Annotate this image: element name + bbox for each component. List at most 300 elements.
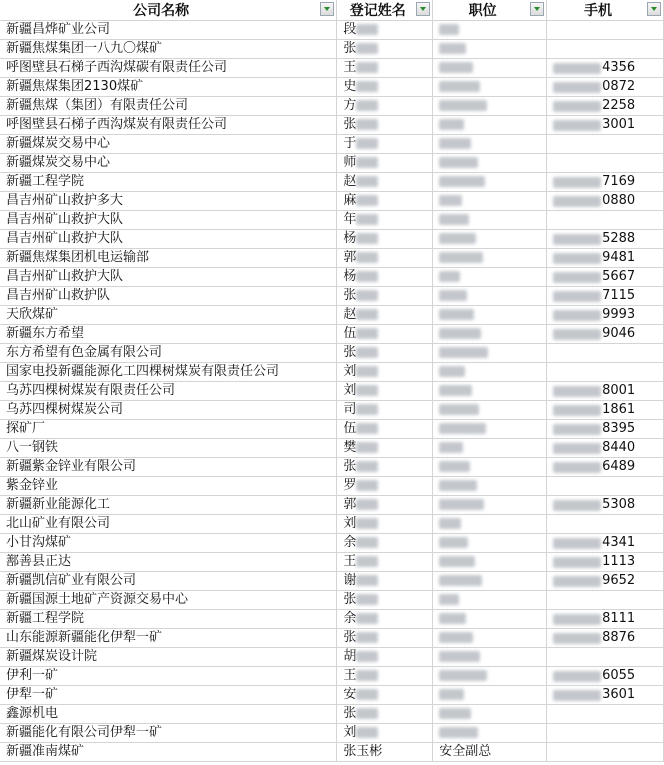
- phone-number: [553, 667, 663, 685]
- surname: 安: [343, 687, 357, 702]
- redacted-position: [439, 214, 469, 225]
- surname: 张: [343, 345, 357, 360]
- redacted-phone-prefix: [553, 557, 601, 568]
- table-row: [0, 211, 664, 230]
- phone-cell[interactable]: [547, 363, 664, 382]
- phone-tail: 9652: [602, 573, 636, 588]
- phone-cell[interactable]: [547, 40, 664, 59]
- company-cell[interactable]: 新疆煤炭交易中心: [0, 135, 337, 154]
- position-cell[interactable]: [433, 192, 547, 211]
- redacted-name: [356, 290, 378, 301]
- surname: 张: [343, 288, 357, 303]
- phone-cell[interactable]: [547, 591, 664, 610]
- company-cell[interactable]: 昌吉州矿山救护队: [0, 287, 337, 306]
- table-row: [0, 629, 664, 648]
- name-cell[interactable]: [337, 21, 433, 40]
- name-cell[interactable]: [337, 477, 433, 496]
- phone-cell[interactable]: [547, 477, 664, 496]
- name-cell[interactable]: [337, 268, 433, 287]
- phone-number: [553, 192, 663, 210]
- surname: 樊: [343, 440, 357, 455]
- redacted-name: [356, 670, 378, 681]
- name-cell[interactable]: [337, 230, 433, 249]
- phone-cell[interactable]: [547, 211, 664, 230]
- position-cell[interactable]: [433, 629, 547, 648]
- name-cell[interactable]: [337, 363, 433, 382]
- phone-cell[interactable]: [547, 648, 664, 667]
- phone-cell[interactable]: [547, 686, 664, 705]
- redacted-phone-prefix: [553, 120, 601, 131]
- position-cell[interactable]: [433, 572, 547, 591]
- redacted-position: [439, 309, 474, 320]
- redacted-position: [439, 632, 473, 643]
- redacted-phone-prefix: [553, 310, 601, 321]
- name-cell[interactable]: [337, 97, 433, 116]
- phone-cell[interactable]: [547, 629, 664, 648]
- surname: 余: [343, 611, 357, 626]
- surname: 张玉彬: [343, 744, 383, 759]
- company-cell[interactable]: 新疆焦煤集团机电运输部: [0, 249, 337, 268]
- phone-cell[interactable]: [547, 572, 664, 591]
- position-cell[interactable]: [433, 249, 547, 268]
- redacted-position: [439, 670, 487, 681]
- redacted-phone-prefix: [553, 671, 601, 682]
- redacted-phone-prefix: [553, 234, 601, 245]
- phone-cell[interactable]: [547, 553, 664, 572]
- position-cell[interactable]: [433, 211, 547, 230]
- company-cell[interactable]: 伊犁一矿: [0, 686, 337, 705]
- phone-number: [553, 458, 663, 476]
- table-row: [0, 420, 664, 439]
- phone-tail: 2258: [602, 98, 636, 113]
- phone-number: [553, 439, 663, 457]
- company-cell[interactable]: 呼图壁县石梯子西沟煤碳有限责任公司: [0, 59, 337, 78]
- position-cell[interactable]: [433, 591, 547, 610]
- redacted-position: [439, 556, 475, 567]
- company-cell[interactable]: 小甘沟煤矿: [0, 534, 337, 553]
- company-cell[interactable]: 新疆工程学院: [0, 610, 337, 629]
- phone-cell[interactable]: [547, 382, 664, 401]
- phone-cell[interactable]: [547, 192, 664, 211]
- header-position[interactable]: [433, 0, 547, 21]
- redacted-name: [356, 404, 378, 415]
- position-cell[interactable]: [433, 401, 547, 420]
- header-position-label: 职位: [468, 3, 497, 19]
- name-cell[interactable]: [337, 743, 433, 762]
- phone-number: [553, 401, 663, 419]
- company-cell[interactable]: 新疆准南煤矿: [0, 743, 337, 762]
- redacted-position: [439, 81, 480, 92]
- phone-tail: 1113: [602, 554, 636, 569]
- phone-cell[interactable]: [547, 344, 664, 363]
- name-cell[interactable]: [337, 667, 433, 686]
- phone-cell[interactable]: [547, 59, 664, 78]
- surname: 刘: [343, 725, 357, 740]
- name-cell[interactable]: [337, 458, 433, 477]
- phone-number: [553, 629, 663, 647]
- redacted-position: [439, 651, 480, 662]
- name-cell[interactable]: [337, 420, 433, 439]
- position-cell[interactable]: [433, 287, 547, 306]
- redacted-phone-prefix: [553, 500, 601, 511]
- position-cell[interactable]: [433, 230, 547, 249]
- redacted-name: [356, 366, 378, 377]
- company-cell[interactable]: 新疆东方希望: [0, 325, 337, 344]
- position-cell[interactable]: [433, 648, 547, 667]
- name-cell[interactable]: [337, 249, 433, 268]
- name-cell[interactable]: [337, 382, 433, 401]
- position-cell[interactable]: [433, 439, 547, 458]
- phone-number: [553, 306, 663, 324]
- phone-number: [553, 287, 663, 305]
- position-cell[interactable]: [433, 686, 547, 705]
- name-cell[interactable]: [337, 59, 433, 78]
- name-cell[interactable]: [337, 325, 433, 344]
- redacted-name: [356, 195, 378, 206]
- phone-cell[interactable]: [547, 325, 664, 344]
- phone-tail: 9481: [602, 250, 636, 265]
- table-row: [0, 173, 664, 192]
- position-cell[interactable]: [433, 135, 547, 154]
- phone-cell[interactable]: [547, 534, 664, 553]
- company-cell[interactable]: 八一钢铁: [0, 439, 337, 458]
- name-cell[interactable]: [337, 686, 433, 705]
- phone-tail: 8111: [602, 611, 636, 626]
- phone-cell[interactable]: [547, 439, 664, 458]
- name-cell[interactable]: [337, 534, 433, 553]
- redacted-phone-prefix: [553, 63, 601, 74]
- redacted-name: [356, 328, 378, 339]
- redacted-phone-prefix: [553, 538, 601, 549]
- name-cell[interactable]: [337, 629, 433, 648]
- name-cell[interactable]: [337, 572, 433, 591]
- surname: 王: [343, 554, 357, 569]
- redacted-name: [356, 537, 378, 548]
- redacted-phone-prefix: [553, 633, 601, 644]
- redacted-name: [356, 613, 378, 624]
- name-cell[interactable]: [337, 135, 433, 154]
- company-cell[interactable]: 探矿厂: [0, 420, 337, 439]
- name-cell[interactable]: [337, 192, 433, 211]
- table-row: [0, 344, 664, 363]
- position-cell[interactable]: [433, 420, 547, 439]
- surname: 余: [343, 535, 357, 550]
- header-row: [0, 0, 664, 21]
- redacted-name: [356, 252, 378, 263]
- phone-number: [553, 173, 663, 191]
- phone-cell[interactable]: [547, 135, 664, 154]
- table-row: [0, 363, 664, 382]
- table-row: [0, 705, 664, 724]
- phone-cell[interactable]: [547, 21, 664, 40]
- company-cell[interactable]: 国家电投新疆能源化工四棵树煤炭有限责任公司: [0, 363, 337, 382]
- surname: 张: [343, 706, 357, 721]
- company-cell[interactable]: 新疆能化有限公司伊犁一矿: [0, 724, 337, 743]
- company-cell[interactable]: 呼图壁县石梯子西沟煤炭有限责任公司: [0, 116, 337, 135]
- surname: 张: [343, 592, 357, 607]
- surname: 司: [343, 402, 357, 417]
- phone-number: [553, 268, 663, 286]
- company-cell[interactable]: 昌吉州矿山救护多大: [0, 192, 337, 211]
- position-cell[interactable]: [433, 363, 547, 382]
- phone-cell[interactable]: [547, 743, 664, 762]
- company-cell[interactable]: 乌苏四棵树煤炭有限责任公司: [0, 382, 337, 401]
- phone-cell[interactable]: [547, 458, 664, 477]
- position-cell[interactable]: [433, 724, 547, 743]
- position-cell[interactable]: [433, 610, 547, 629]
- phone-tail: 8440: [602, 440, 636, 455]
- position-cell[interactable]: [433, 116, 547, 135]
- position-cell[interactable]: [433, 553, 547, 572]
- position-cell[interactable]: [433, 458, 547, 477]
- phone-cell[interactable]: [547, 173, 664, 192]
- surname: 张: [343, 630, 357, 645]
- position-cell[interactable]: [433, 477, 547, 496]
- phone-cell[interactable]: [547, 610, 664, 629]
- phone-number: [553, 78, 663, 96]
- phone-cell[interactable]: [547, 249, 664, 268]
- redacted-name: [356, 442, 378, 453]
- phone-cell[interactable]: [547, 268, 664, 287]
- company-cell[interactable]: 新疆工程学院: [0, 173, 337, 192]
- redacted-name: [356, 689, 378, 700]
- phone-tail: 7115: [602, 288, 636, 303]
- company-cell[interactable]: 紫金锌业: [0, 477, 337, 496]
- header-phone[interactable]: [547, 0, 664, 21]
- phone-number: [553, 116, 663, 134]
- filter-dropdown-icon[interactable]: [647, 2, 661, 16]
- filter-dropdown-icon[interactable]: [416, 2, 430, 16]
- header-company[interactable]: [0, 0, 337, 21]
- position-cell[interactable]: [433, 667, 547, 686]
- redacted-name: [356, 176, 378, 187]
- name-cell[interactable]: [337, 515, 433, 534]
- redacted-name: [356, 81, 378, 92]
- company-cell[interactable]: 北山矿业有限公司: [0, 515, 337, 534]
- redacted-position: [439, 176, 485, 187]
- phone-cell[interactable]: [547, 287, 664, 306]
- company-cell[interactable]: 新疆焦煤集团2130煤矿: [0, 78, 337, 97]
- phone-cell[interactable]: [547, 705, 664, 724]
- redacted-name: [356, 651, 378, 662]
- surname: 刘: [343, 383, 357, 398]
- position-cell[interactable]: [433, 97, 547, 116]
- company-cell[interactable]: 伊利一矿: [0, 667, 337, 686]
- position-cell[interactable]: [433, 154, 547, 173]
- redacted-phone-prefix: [553, 690, 601, 701]
- table-row: [0, 116, 664, 135]
- name-cell[interactable]: [337, 705, 433, 724]
- position-cell[interactable]: [433, 325, 547, 344]
- company-cell[interactable]: 新疆焦煤（集团）有限责任公司: [0, 97, 337, 116]
- redacted-phone-prefix: [553, 101, 601, 112]
- company-cell[interactable]: 新疆国源土地矿产资源交易中心: [0, 591, 337, 610]
- table-row: [0, 97, 664, 116]
- position-cell[interactable]: [433, 344, 547, 363]
- name-cell[interactable]: [337, 610, 433, 629]
- name-cell[interactable]: [337, 439, 433, 458]
- company-cell[interactable]: 新疆昌烨矿业公司: [0, 21, 337, 40]
- phone-number: [553, 496, 663, 514]
- phone-tail: 3601: [602, 687, 636, 702]
- redacted-name: [356, 24, 378, 35]
- surname: 张: [343, 459, 357, 474]
- company-cell[interactable]: 昌吉州矿山救护大队: [0, 211, 337, 230]
- table-row: [0, 249, 664, 268]
- name-cell[interactable]: [337, 724, 433, 743]
- redacted-name: [356, 157, 378, 168]
- redacted-position: [439, 195, 462, 206]
- surname: 刘: [343, 516, 357, 531]
- redacted-position: [439, 727, 478, 738]
- redacted-position: [439, 594, 459, 605]
- redacted-name: [356, 727, 378, 738]
- filter-dropdown-icon[interactable]: [320, 2, 334, 16]
- company-cell[interactable]: 新疆新业能源化工: [0, 496, 337, 515]
- name-cell[interactable]: [337, 591, 433, 610]
- table-row: [0, 553, 664, 572]
- phone-number: [553, 325, 663, 343]
- position-cell[interactable]: [433, 78, 547, 97]
- name-cell[interactable]: [337, 78, 433, 97]
- company-cell[interactable]: 鄯善县正达: [0, 553, 337, 572]
- table-row: [0, 477, 664, 496]
- redacted-position: [439, 480, 477, 491]
- phone-tail: 5288: [602, 231, 636, 246]
- table-row: [0, 268, 664, 287]
- phone-cell[interactable]: [547, 420, 664, 439]
- name-cell[interactable]: [337, 173, 433, 192]
- phone-number: [553, 572, 663, 590]
- redacted-position: [439, 423, 486, 434]
- company-cell[interactable]: 新疆紫金锌业有限公司: [0, 458, 337, 477]
- table-row: [0, 610, 664, 629]
- surname: 胡: [343, 649, 357, 664]
- phone-cell[interactable]: [547, 78, 664, 97]
- surname: 方: [343, 98, 357, 113]
- redacted-phone-prefix: [553, 177, 601, 188]
- position-cell[interactable]: [433, 705, 547, 724]
- redacted-position: [439, 404, 479, 415]
- redacted-position: [439, 100, 487, 111]
- redacted-position: [439, 575, 482, 586]
- name-cell[interactable]: [337, 401, 433, 420]
- redacted-position: [439, 138, 471, 149]
- redacted-name: [356, 423, 378, 434]
- surname: 刘: [343, 364, 357, 379]
- redacted-name: [356, 347, 378, 358]
- surname: 罗: [343, 478, 357, 493]
- phone-tail: 9046: [602, 326, 636, 341]
- name-cell[interactable]: [337, 306, 433, 325]
- phone-cell[interactable]: [547, 724, 664, 743]
- position-cell[interactable]: [433, 268, 547, 287]
- company-cell[interactable]: 乌苏四棵树煤炭公司: [0, 401, 337, 420]
- redacted-phone-prefix: [553, 253, 601, 264]
- position-cell[interactable]: [433, 306, 547, 325]
- position-cell[interactable]: [433, 382, 547, 401]
- redacted-phone-prefix: [553, 614, 601, 625]
- surname: 伍: [343, 421, 357, 436]
- redacted-name: [356, 309, 378, 320]
- name-cell[interactable]: [337, 553, 433, 572]
- position-cell[interactable]: [433, 21, 547, 40]
- redacted-phone-prefix: [553, 82, 601, 93]
- phone-cell[interactable]: [547, 116, 664, 135]
- phone-cell[interactable]: [547, 496, 664, 515]
- phone-number: [553, 534, 663, 552]
- name-cell[interactable]: [337, 40, 433, 59]
- surname: 郭: [343, 250, 357, 265]
- position-cell[interactable]: [433, 743, 547, 762]
- surname: 于: [343, 136, 357, 151]
- phone-cell[interactable]: [547, 401, 664, 420]
- position-cell[interactable]: [433, 515, 547, 534]
- phone-cell[interactable]: [547, 306, 664, 325]
- phone-cell[interactable]: [547, 667, 664, 686]
- header-name[interactable]: [337, 0, 433, 21]
- surname: 杨: [343, 269, 357, 284]
- surname: 段: [343, 22, 357, 37]
- table-row: [0, 743, 664, 762]
- name-cell[interactable]: [337, 116, 433, 135]
- position-cell[interactable]: [433, 496, 547, 515]
- redacted-position: [439, 62, 473, 73]
- redacted-position: [439, 290, 467, 301]
- table-row: [0, 192, 664, 211]
- name-cell[interactable]: [337, 496, 433, 515]
- table-row: [0, 230, 664, 249]
- name-cell[interactable]: [337, 287, 433, 306]
- phone-cell[interactable]: [547, 97, 664, 116]
- name-cell[interactable]: [337, 211, 433, 230]
- surname: 赵: [343, 307, 357, 322]
- company-cell[interactable]: 新疆焦煤集团一八九〇煤矿: [0, 40, 337, 59]
- company-cell[interactable]: 新疆煤炭设计院: [0, 648, 337, 667]
- table-row: [0, 154, 664, 173]
- company-cell[interactable]: 昌吉州矿山救护大队: [0, 268, 337, 287]
- redacted-phone-prefix: [553, 272, 601, 283]
- company-cell[interactable]: 新疆凯信矿业有限公司: [0, 572, 337, 591]
- company-cell[interactable]: 昌吉州矿山救护大队: [0, 230, 337, 249]
- phone-cell[interactable]: [547, 154, 664, 173]
- name-cell[interactable]: [337, 344, 433, 363]
- phone-cell[interactable]: [547, 515, 664, 534]
- company-cell[interactable]: 山东能源新疆能化伊犁一矿: [0, 629, 337, 648]
- position-cell[interactable]: [433, 534, 547, 553]
- position-cell[interactable]: [433, 173, 547, 192]
- table-row: [0, 287, 664, 306]
- phone-cell[interactable]: [547, 230, 664, 249]
- surname: 年: [343, 212, 357, 227]
- company-cell[interactable]: 东方希望有色金属有限公司: [0, 344, 337, 363]
- filter-dropdown-icon[interactable]: [530, 2, 544, 16]
- phone-number: [553, 553, 663, 571]
- name-cell[interactable]: [337, 154, 433, 173]
- surname: 史: [343, 79, 357, 94]
- position-cell[interactable]: [433, 40, 547, 59]
- redacted-name: [356, 708, 378, 719]
- redacted-position: [439, 328, 481, 339]
- redacted-position: [439, 233, 476, 244]
- company-cell[interactable]: 天欣煤矿: [0, 306, 337, 325]
- surname: 王: [343, 668, 357, 683]
- company-cell[interactable]: 新疆煤炭交易中心: [0, 154, 337, 173]
- company-cell[interactable]: 鑫源机电: [0, 705, 337, 724]
- name-cell[interactable]: [337, 648, 433, 667]
- surname: 伍: [343, 326, 357, 341]
- position-cell[interactable]: [433, 59, 547, 78]
